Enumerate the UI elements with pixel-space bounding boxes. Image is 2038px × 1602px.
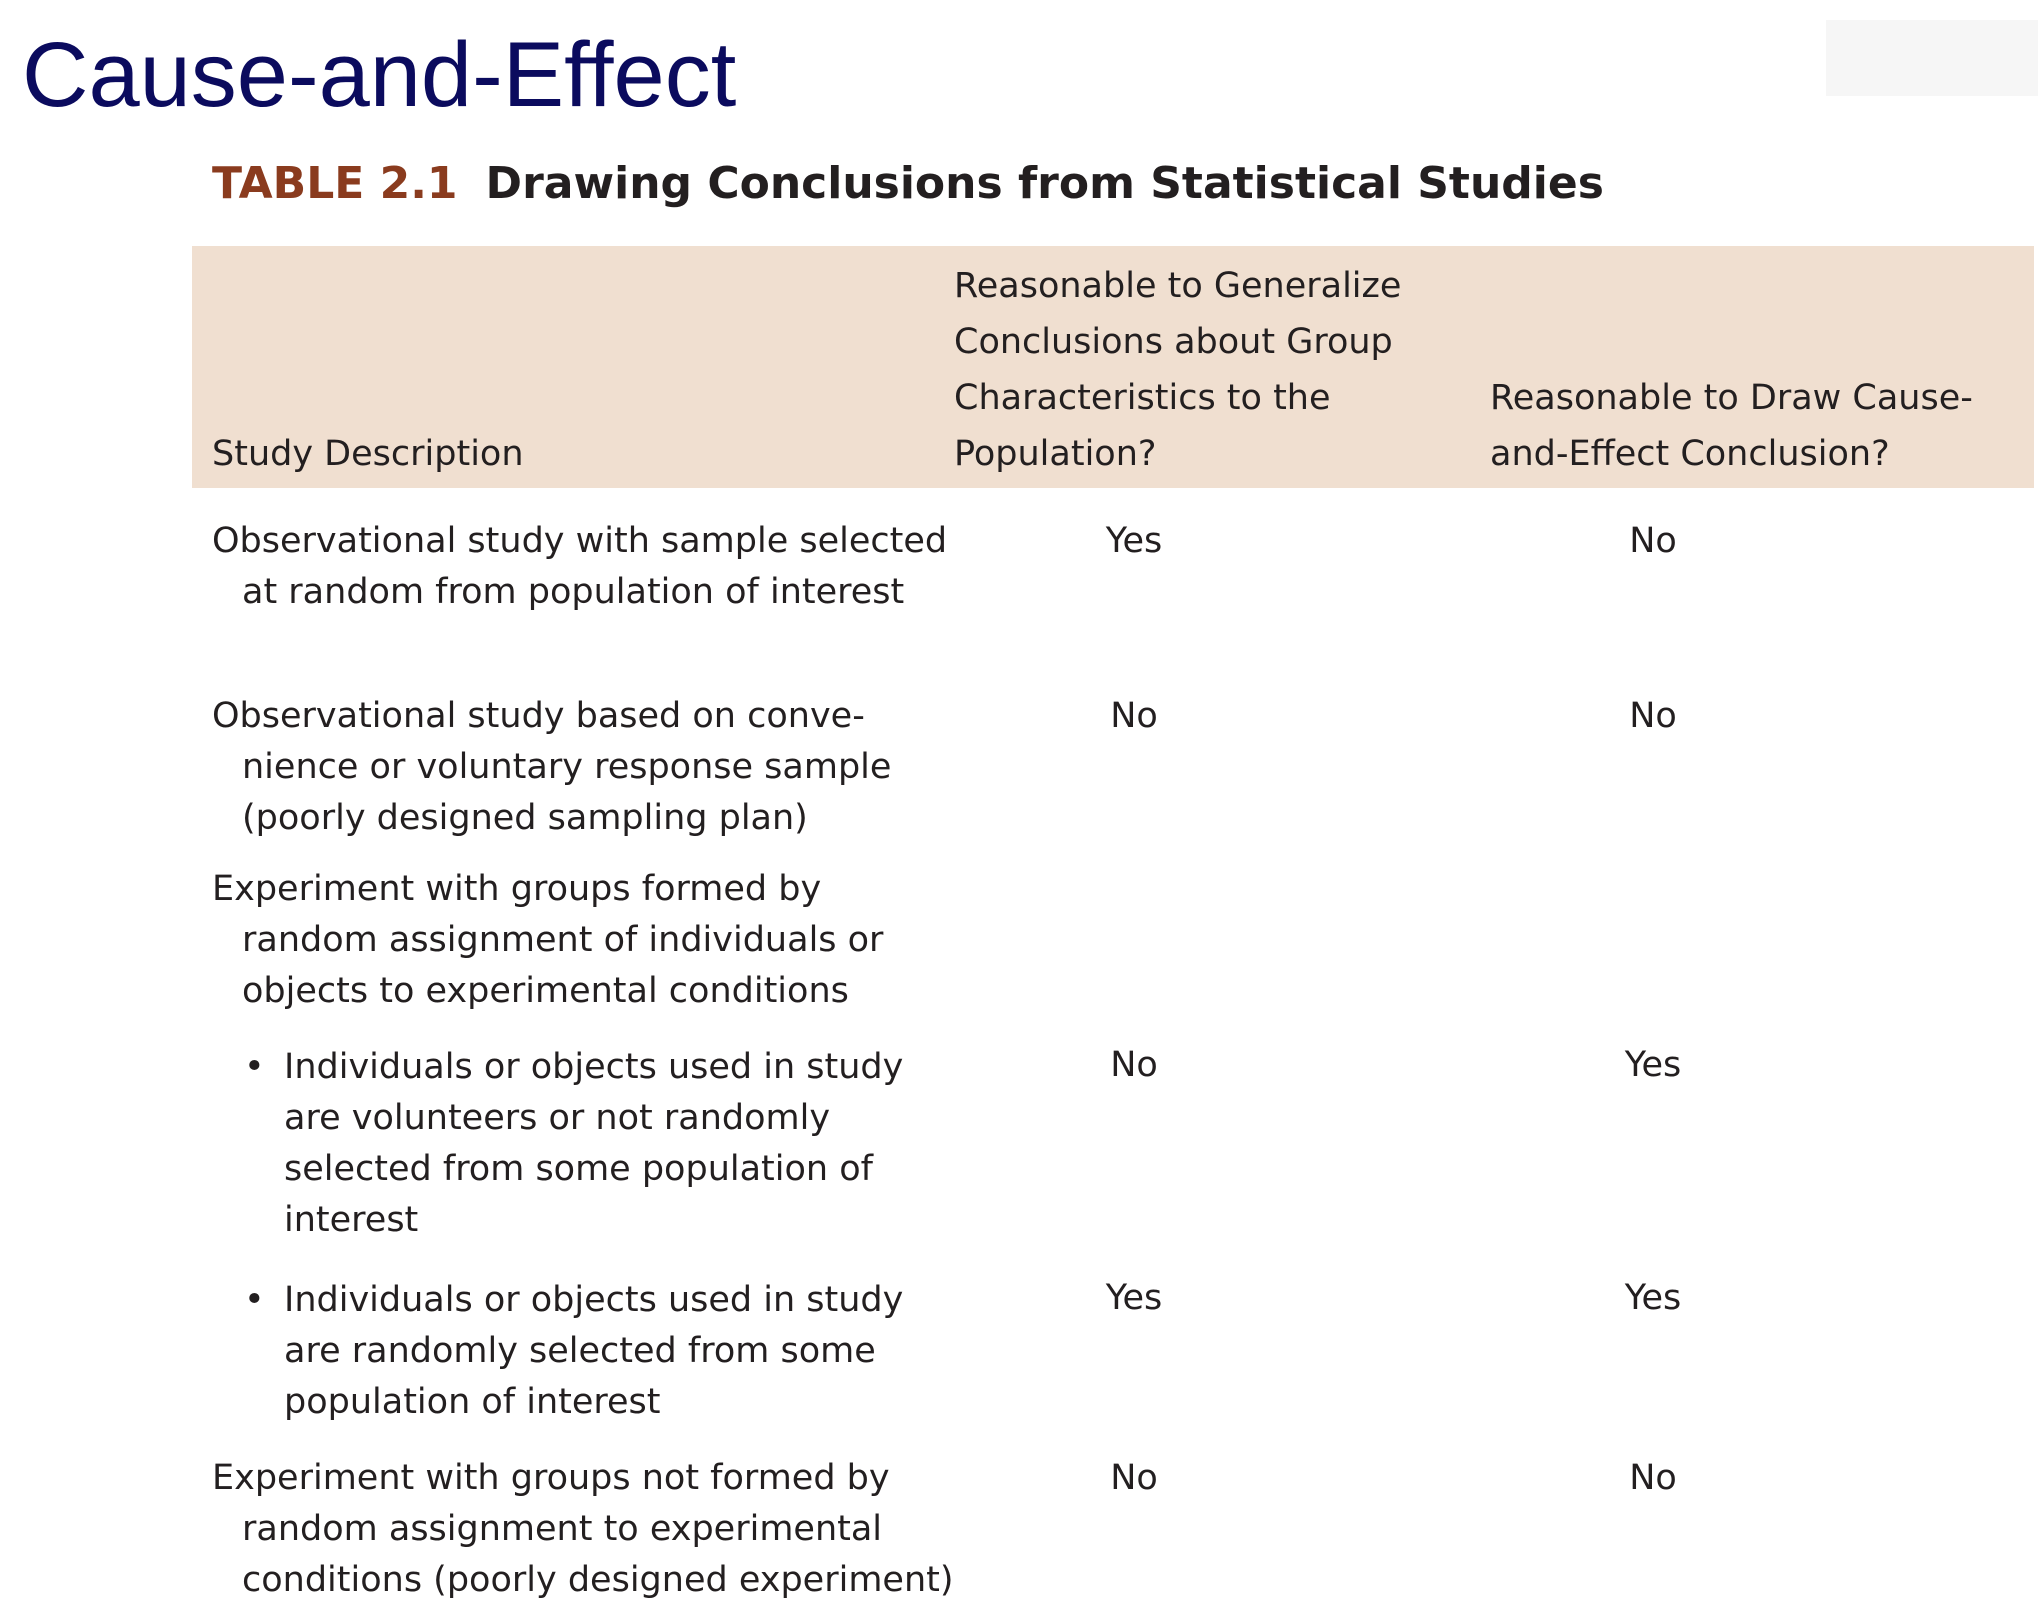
- row-3-description: Experiment with groups formed by random assignment of individuals or objects to experimental conditions: [212, 869, 884, 1011]
- row-2-generalize: No: [1110, 696, 1158, 736]
- header-generalize: Reasonable to Generalize Conclusions about Group Characteristics to the Population?: [954, 266, 1402, 474]
- row-5-generalize: Yes: [1105, 1278, 1163, 1318]
- row-2-cause-effect: No: [1629, 696, 1677, 736]
- row-1-description: Observational study with sample selected at random from population of interest: [212, 521, 948, 612]
- row-1-cause-effect: No: [1629, 521, 1677, 561]
- slide-title: Cause-and-Effect: [22, 24, 737, 126]
- row-5-description-text: Individuals or objects used in study are randomly selected from some population of interest: [284, 1280, 904, 1422]
- table-caption: [212, 154, 1604, 214]
- row-6-generalize: No: [1110, 1458, 1158, 1498]
- row-2-description: Observational study based on conve-nience or voluntary response sample (poorly designed sampling plan): [212, 696, 892, 838]
- row-1-generalize: Yes: [1105, 521, 1163, 561]
- row-6-description: Experiment with groups not formed by random assignment to experimental conditions (poorly designed experiment): [212, 1458, 954, 1600]
- row-5-cause-effect: Yes: [1624, 1278, 1682, 1318]
- table-caption-text: Drawing Conclusions from Statistical Studies: [485, 158, 1604, 209]
- header-study-description: Study Description: [212, 434, 524, 474]
- row-6-cause-effect: No: [1629, 1458, 1677, 1498]
- row-4-generalize: No: [1110, 1045, 1158, 1085]
- bullet-dot: •: [244, 1280, 265, 1320]
- row-4-description: [244, 1042, 944, 1246]
- header-cause-effect: Reasonable to Draw Cause-and-Effect Conclusion?: [1490, 378, 1973, 474]
- corner-placeholder: [1826, 20, 2038, 96]
- row-4-cause-effect: Yes: [1624, 1045, 1682, 1085]
- row-4-description-text: Individuals or objects used in study are volunteers or not randomly selected from some population of interest: [284, 1047, 904, 1240]
- table-label: TABLE 2.1: [212, 158, 458, 209]
- row-5-description: [244, 1275, 944, 1428]
- bullet-dot: •: [244, 1047, 265, 1087]
